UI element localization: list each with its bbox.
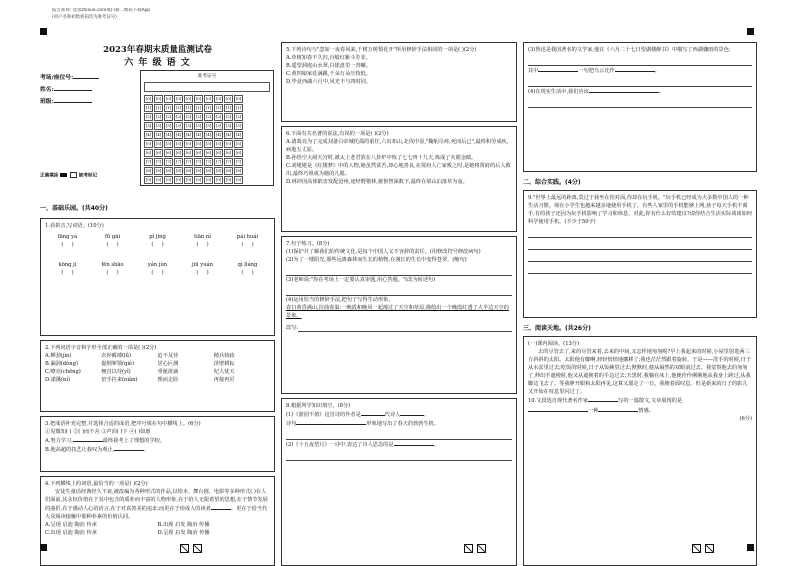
ticket-bubble[interactable]: [1] — [225, 105, 232, 111]
option: qì liáng — [237, 262, 258, 269]
left-column — [40, 42, 275, 536]
question-8-continued — [523, 42, 757, 172]
question-title: 1.看拼音,写词语。(10分) — [45, 223, 104, 229]
ticket-label: 准考证号 — [197, 74, 217, 79]
option: C.出现 启迪 陶冶 传承 — [45, 530, 97, 537]
ticket-bubble[interactable]: [6] — [185, 150, 192, 156]
ticket-bubble[interactable]: [7] — [225, 159, 232, 165]
seat-field[interactable] — [40, 72, 112, 84]
ticket-bubble[interactable]: [1] — [185, 105, 192, 111]
option: D.呈现 启发 陶冶 传播 — [157, 530, 210, 537]
ticket-bubble[interactable]: [7] — [175, 159, 182, 165]
class-field[interactable] — [40, 96, 112, 108]
idiom-items: ①见微知( ) ②( )而不舍 ③声泪( )下 ④( )如愿 — [45, 429, 151, 436]
option: D.林冲因高俅陷害发配沧州,途经野猪林,被鲁智深救下,最终在梁山泊落草为寇。 — [286, 179, 468, 186]
ticket-bubble[interactable]: [2] — [185, 114, 192, 120]
question-3 — [40, 416, 275, 472]
option-term: 衣衫褴褛(lǚ) — [101, 353, 132, 360]
ticket-bubble[interactable]: [9] — [195, 177, 202, 183]
corner-marker — [747, 28, 754, 35]
ticket-bubble[interactable]: [3] — [185, 123, 192, 129]
option: fāng yá — [57, 234, 78, 241]
answer-line[interactable] — [286, 428, 512, 440]
ticket-bubble[interactable]: [9] — [205, 177, 212, 183]
ticket-bubble[interactable]: [5] — [235, 141, 242, 147]
ticket-bubble[interactable]: [5] — [205, 141, 212, 147]
ticket-bubble[interactable]: [8] — [235, 168, 242, 174]
class-label: 班级: — [40, 99, 54, 105]
option-term: 垂涎欲滴 — [157, 369, 179, 376]
q7-item: (2)为了一缕阳光,那些远离森林而生长的植物,在漫长的生长中变得苍翠。(缩句) — [286, 257, 467, 264]
header-note-line: (用户名和初始密码均为准考证号) — [52, 14, 117, 20]
ticket-bubble[interactable]: [2] — [205, 114, 212, 120]
answer-line[interactable] — [528, 250, 752, 262]
page-mark-icon — [692, 544, 701, 553]
ticket-bubble[interactable]: [9] — [165, 177, 172, 183]
ticket-bubble[interactable]: [8] — [145, 168, 152, 174]
question-title: (一)课内阅读。(13分) — [528, 341, 580, 347]
options-block — [286, 54, 512, 86]
ticket-bubble[interactable]: [3] — [195, 123, 202, 129]
answer-line[interactable] — [528, 96, 752, 108]
exam-title: 2023年春期末质量监测试卷 — [103, 45, 212, 55]
page-mark-icon — [180, 544, 189, 553]
q10-line: 10.文段选自现代著名作家 写的一篇散文,文章展现的是 — [528, 398, 683, 405]
ticket-bubble[interactable]: [8] — [185, 168, 192, 174]
ticket-bubble[interactable]: [8] — [205, 168, 212, 174]
pinyin-row — [45, 261, 270, 269]
ticket-bubble[interactable]: [9] — [215, 177, 222, 183]
question-title: 7.句子练习。(8分) — [286, 241, 330, 247]
ticket-bubble[interactable]: [5] — [165, 141, 172, 147]
question-6 — [281, 126, 517, 232]
missing-label: 缺考标记 — [78, 173, 98, 179]
ticket-bubble[interactable]: [3] — [225, 123, 232, 129]
ticket-bubble[interactable]: [0] — [165, 96, 172, 102]
ticket-bubble[interactable]: [3] — [205, 123, 212, 129]
option-term: 铿而走险 — [157, 377, 179, 384]
middle-column — [281, 42, 517, 536]
ticket-bubble[interactable]: [2] — [215, 114, 222, 120]
ticket-bubble[interactable]: [0] — [175, 96, 182, 102]
ticket-bubble[interactable]: [7] — [165, 159, 172, 165]
header-note-line: 报告查询: 登录zhixue.com或扫描二维码下载App — [52, 8, 151, 13]
ticket-bubble[interactable]: [0] — [145, 96, 152, 102]
question-title: 9."世界上最远的距离,莫过于我坐在你对面,你却在玩手机。"玩手机已经成为大多数中国人的一种生活习惯。现在小学生也越来越多地使用手机了。有些人家里的手机能够上网,孩子每天手机不离手,有的孩子还因为玩手机影响了学习和休息。对此,你有什么好的建议?请你结合生活实际谈谈如何科学使用手机。(不少于50字) — [528, 195, 752, 226]
passage: 安徒生童话经典经久不衰,被改编为各种形式的作品,以绘本、舞台剧、电影等多种形式( )在人们面前,其永恒价值在于其中包含的质朴而丰富的人物形象,在于给人无限希望的思想,在于情节发展的曲折,在于感动人心的语言,在于对真善美的追求;而更在于给成人的读者 。更在于给当代大众阅读接触中那种朴素的价值认同。 — [45, 489, 268, 521]
score-note: (6分) — [739, 415, 752, 422]
ticket-bubble[interactable]: [9] — [155, 177, 162, 183]
answer-line[interactable] — [528, 238, 752, 250]
option-row — [45, 360, 270, 368]
ticket-bubble[interactable]: [7] — [155, 159, 162, 165]
ticket-bubble[interactable]: [1] — [175, 105, 182, 111]
question-title: 5.下列诗句与"忽如一夜春风来,千树万树梨花开"所用修辞手法相同的一项是( )(2分) — [286, 47, 477, 53]
corner-marker — [40, 544, 47, 551]
ticket-bubble-grid[interactable] — [144, 95, 270, 184]
ticket-bubble[interactable]: [4] — [175, 132, 182, 138]
option-term: 精兵简政 — [213, 353, 235, 360]
page-mark-icon — [705, 544, 714, 553]
option: A.草树知春不久归,百般红紫斗芳菲。 — [286, 55, 371, 62]
rewrite-label: 改写: — [286, 325, 299, 332]
option-term: 泽壁耕耘 — [213, 361, 235, 368]
option-term: B.漏洞(dòng) — [45, 361, 78, 368]
ticket-bubble[interactable]: [3] — [175, 123, 182, 129]
question-7 — [281, 236, 517, 394]
ticket-bubble[interactable]: [4] — [165, 132, 172, 138]
ticket-bubble[interactable]: [3] — [235, 123, 242, 129]
header-note — [52, 8, 150, 22]
answer-line[interactable] — [286, 449, 512, 461]
ticket-bubble[interactable]: [7] — [215, 159, 222, 165]
option-term: 迫不及待 — [157, 353, 179, 360]
ticket-number-box — [140, 70, 274, 186]
option-term: A.柳劲(jìn) — [45, 353, 72, 360]
missing-checkbox[interactable] — [70, 172, 77, 178]
ticket-bubble[interactable]: [7] — [185, 159, 192, 165]
question-2 — [40, 340, 275, 412]
exam-subject: 六 年 级 语 文 — [124, 58, 191, 69]
ticket-bubble[interactable]: [9] — [175, 177, 182, 183]
section-title: 二、综合实践。(4分) — [523, 179, 581, 186]
ticket-bubble[interactable]: [6] — [235, 150, 242, 156]
ticket-bubble[interactable]: [4] — [235, 132, 242, 138]
ticket-bubble[interactable]: [9] — [225, 177, 232, 183]
ticket-bubble[interactable]: [4] — [145, 132, 152, 138]
options-block — [286, 138, 512, 186]
option: fēn shāo — [101, 262, 124, 269]
ticket-bubble[interactable]: [8] — [215, 168, 222, 174]
option: tiān nì — [194, 234, 211, 241]
option: C.刘姥姥是《红楼梦》中的人物,她虽然贫苦,却心地善良,在贾府人亡家败之时,是她将贾府的后人救出,最终巧姐成为她的儿媳。 — [286, 163, 511, 178]
ticket-bubble[interactable]: [6] — [225, 150, 232, 156]
ticket-bubble[interactable]: [0] — [185, 96, 192, 102]
page-icon-group — [462, 544, 488, 556]
ticket-bubble[interactable]: [5] — [225, 141, 232, 147]
option-term: 提纲挈领(qiè) — [101, 361, 135, 368]
ticket-bubble[interactable]: [6] — [195, 150, 202, 156]
ticket-bubble[interactable]: [8] — [155, 168, 162, 174]
option: A.诸葛亮为了完成刘备白帝城托孤的重任,六出祁山,北伐中原,"鞠躬尽瘁,死而后已",最终积劳成疾,病逝五丈原。 — [286, 139, 509, 154]
q9-line: (4)在现实生活中,我们应该 。 — [528, 89, 665, 96]
name-label: 姓名: — [40, 87, 54, 93]
option: jiū yuán — [192, 262, 213, 269]
q3-line-a: A.努力学习, 最终我考上了理想的学校。 — [45, 438, 166, 445]
ticket-bubble[interactable]: [7] — [235, 159, 242, 165]
ticket-bubble[interactable]: [2] — [165, 114, 172, 120]
ticket-bubble[interactable]: [6] — [145, 150, 152, 156]
section-title: 三、阅读天地。(共26分) — [523, 325, 591, 332]
ticket-bubble[interactable]: [8] — [195, 168, 202, 174]
correct-fill-label: 正确填涂 — [40, 173, 59, 179]
ticket-bubble[interactable]: [8] — [225, 168, 232, 174]
ticket-bubble[interactable]: [1] — [155, 105, 162, 111]
option: B.出现 启发 陶冶 传播 — [157, 522, 210, 529]
ticket-bubble[interactable]: [0] — [155, 96, 162, 102]
option: C.黄四娘家花满蹊,千朵万朵压枝低。 — [286, 71, 371, 78]
answer-line[interactable] — [528, 226, 752, 238]
option: B.孙悟空大闹天宫时,被太上老君放在八卦炉中炼了七七四十九天,炼成了火眼金睛。 — [286, 155, 477, 162]
option-term: 居心叵测 — [157, 361, 179, 368]
question-4 — [40, 476, 275, 566]
q8-line: (2)《十五夜望月》一诗中,表达了诗人思念的是 。 — [286, 442, 439, 449]
ticket-bubble[interactable]: [6] — [155, 150, 162, 156]
q7-item: (4)运用恰当的修辞手法,把句子写得生动形象。 — [286, 297, 394, 304]
ticket-bubble[interactable]: [1] — [235, 105, 242, 111]
option: pí jīng — [149, 234, 166, 241]
question-title: 6.下面有关名著的说法,有误的一项是( )(2分) — [286, 131, 389, 137]
ticket-bubble[interactable]: [5] — [145, 141, 152, 147]
options-block — [45, 521, 270, 537]
page-icon-group — [178, 544, 204, 556]
option: D.毕竟西湖六月中,风光不与四时同。 — [286, 79, 372, 86]
option: yán jùn — [147, 262, 168, 269]
ticket-bubble[interactable]: [6] — [215, 150, 222, 156]
ticket-bubble[interactable]: [8] — [165, 168, 172, 174]
ticket-bubble[interactable]: [7] — [205, 159, 212, 165]
option: fū gāi — [105, 234, 120, 241]
option: pái huái — [236, 234, 259, 241]
ticket-bubble[interactable]: [0] — [215, 96, 222, 102]
page-mark-icon — [464, 544, 473, 553]
ticket-bubble[interactable]: [2] — [155, 114, 162, 120]
reading-text: 去的尽管去了,来的尽管来着,去来的中间,又怎样地匆匆呢?早上我起来的时候,小屋里射进两三方斜斜的太阳。太阳他有脚啊,轻轻悄悄地挪移了;我也茫茫然跟着旋转。于是——洗手的时候,日子从水盆里过去;吃饭的时候,日子从饭碗里过去;默默时,便从凝然的双眼前过去。我觉察他去的匆匆了,伸出手遮挽时,他又从遮挽着的手边过去;天黑时,我躺在床上,他便伶伶俐俐地从我身上跨过,从我脚边飞去了。等我睁开眼和太阳再见,这算又溜走了一日。我掩着面叹息。但是新来的日子的影儿又开始在叹息里闪过了。 — [528, 349, 751, 396]
answer-line[interactable] — [528, 262, 752, 274]
corner-marker — [747, 544, 754, 551]
question-title: 3.把成语补充完整,并选择合适的成语,把序号填在句中横线上。(6分) — [45, 421, 201, 427]
correct-fill-mark — [60, 173, 67, 177]
q9-line: 其中 一句把乌云比作 。 — [528, 68, 660, 75]
option-term: C.嘹亮(chēng) — [45, 369, 81, 376]
ticket-bubble[interactable]: [4] — [215, 132, 222, 138]
option: A.呈现 启迪 陶冶 传承 — [45, 522, 97, 529]
student-info — [40, 72, 112, 108]
ticket-bubble[interactable]: [9] — [235, 177, 242, 183]
ticket-bubble[interactable]: [2] — [235, 114, 242, 120]
ticket-bubble[interactable]: [9] — [185, 177, 192, 183]
ticket-blank-row — [144, 82, 270, 92]
ticket-bubble[interactable]: [3] — [165, 123, 172, 129]
answer-row: ( ) ( ) ( ) ( ) ( ) — [61, 242, 254, 249]
ticket-bubble[interactable]: [1] — [165, 105, 172, 111]
answer-line[interactable] — [528, 75, 752, 87]
ticket-bubble[interactable]: [4] — [185, 132, 192, 138]
question-9 — [523, 190, 757, 318]
option: B.遥望洞庭山水翠,白银盘里一青螺。 — [286, 63, 371, 70]
ticket-bubble[interactable]: [1] — [205, 105, 212, 111]
reading-passage-1 — [523, 336, 757, 566]
option: kōng jì — [58, 262, 77, 269]
option-row — [45, 352, 270, 360]
ticket-bubble[interactable]: [2] — [175, 114, 182, 120]
ticket-bubble[interactable]: [3] — [215, 123, 222, 129]
option-term: D.漾溪(ní) — [45, 377, 71, 384]
right-column — [523, 42, 757, 536]
ticket-bubble[interactable]: [3] — [155, 123, 162, 129]
q7-sentence: 春日黄昏满山,拉曲春温:一晚霞和晚风一起漫过了天空和草原,描绘出一个晚霞红透了大半边天空的景象。 — [286, 305, 509, 320]
options-block — [45, 352, 270, 384]
q10-line: 一种 情感。 — [528, 406, 752, 415]
ticket-bubble[interactable]: [4] — [225, 132, 232, 138]
ticket-bubble[interactable]: [5] — [155, 141, 162, 147]
question-title: 8.根据所学知识填空。(8分) — [286, 403, 351, 409]
seat-label: 考场/座位号: — [40, 75, 74, 81]
q7-item: (1)保护并了解我们的传统文化,是每个中国人义不容辞的责任。(用修改符号修改病句) — [286, 249, 481, 256]
ticket-bubble[interactable]: [5] — [195, 141, 202, 147]
option-row — [45, 368, 270, 376]
option-term: 再接再厉 — [213, 377, 235, 384]
ticket-bubble[interactable]: [2] — [145, 114, 152, 120]
answer-line[interactable] — [286, 284, 512, 296]
ticket-bubble[interactable]: [1] — [195, 105, 202, 111]
ticket-bubble[interactable]: [9] — [145, 177, 152, 183]
page-mark-icon — [193, 544, 202, 553]
ticket-bubble[interactable]: [0] — [225, 96, 232, 102]
ticket-bubble[interactable]: [0] — [195, 96, 202, 102]
ticket-bubble[interactable]: [6] — [205, 150, 212, 156]
ticket-bubble[interactable]: [7] — [195, 159, 202, 165]
question-5 — [281, 42, 517, 122]
question-title: 2.下列词语字音和字形全部正确的一项是( )(2分) — [45, 345, 157, 351]
ticket-bubble[interactable]: [1] — [215, 105, 222, 111]
name-field[interactable] — [40, 84, 112, 96]
q8-line: 诗句 形象地写出了春天的勃勃生机。 — [286, 421, 440, 428]
ticket-bubble[interactable]: [2] — [195, 114, 202, 120]
ticket-bubble[interactable]: [0] — [235, 96, 242, 102]
ticket-bubble[interactable]: [2] — [225, 114, 232, 120]
ticket-bubble[interactable]: [7] — [145, 159, 152, 165]
option-term: 杞人忧天 — [213, 369, 235, 376]
option-row — [45, 376, 270, 384]
option-term: 倍手挂来(niǎn) — [101, 377, 138, 384]
rewrite-row — [286, 320, 512, 332]
answer-line[interactable] — [298, 320, 512, 332]
page-icon-group — [690, 544, 716, 556]
corner-marker — [40, 28, 47, 35]
ticket-bubble[interactable]: [1] — [145, 105, 152, 111]
answer-line[interactable] — [528, 54, 752, 66]
ticket-bubble[interactable]: [4] — [195, 132, 202, 138]
question-8 — [281, 398, 517, 566]
ticket-bubble[interactable]: [5] — [185, 141, 192, 147]
fill-legend — [40, 172, 97, 180]
ticket-bubble[interactable]: [4] — [155, 132, 162, 138]
ticket-bubble[interactable]: [8] — [175, 168, 182, 174]
ticket-bubble[interactable]: [6] — [165, 150, 172, 156]
question-title: 4.下列横线上的词语,最恰当的一项是( )(2分) — [45, 481, 148, 487]
answer-row: ( ) ( ) ( ) ( ) ( ) — [61, 270, 254, 277]
ticket-bubble[interactable]: [5] — [175, 141, 182, 147]
ticket-bubble[interactable]: [0] — [205, 96, 212, 102]
q7-item: (3)老师说:"你在考场上一定要认真审题,用心答题。"(改为转述句) — [286, 277, 436, 284]
ticket-bubble[interactable]: [5] — [215, 141, 222, 147]
page-mark-icon — [477, 544, 486, 553]
q8-line: (1)《游园不值》这首诗的作者是 代诗人 。 — [286, 412, 430, 419]
option-term: 翘首以待(yǐ) — [101, 369, 131, 376]
section-title: 一、基础乐园。(共40分) — [40, 205, 108, 212]
ticket-bubble[interactable]: [3] — [145, 123, 152, 129]
q3-line-b: B.他高超的技艺让我叹为观止, 。 — [45, 447, 150, 454]
question-title: (3)鲁迅是我国著名的文学家,他在《六月二十七日望湖楼醉书》中描写了西湖骤雨的景色: — [528, 47, 731, 53]
ticket-bubble[interactable]: [4] — [205, 132, 212, 138]
pinyin-row — [45, 233, 270, 241]
question-1 — [40, 218, 275, 336]
answer-line[interactable] — [286, 264, 512, 276]
ticket-bubble[interactable]: [6] — [175, 150, 182, 156]
